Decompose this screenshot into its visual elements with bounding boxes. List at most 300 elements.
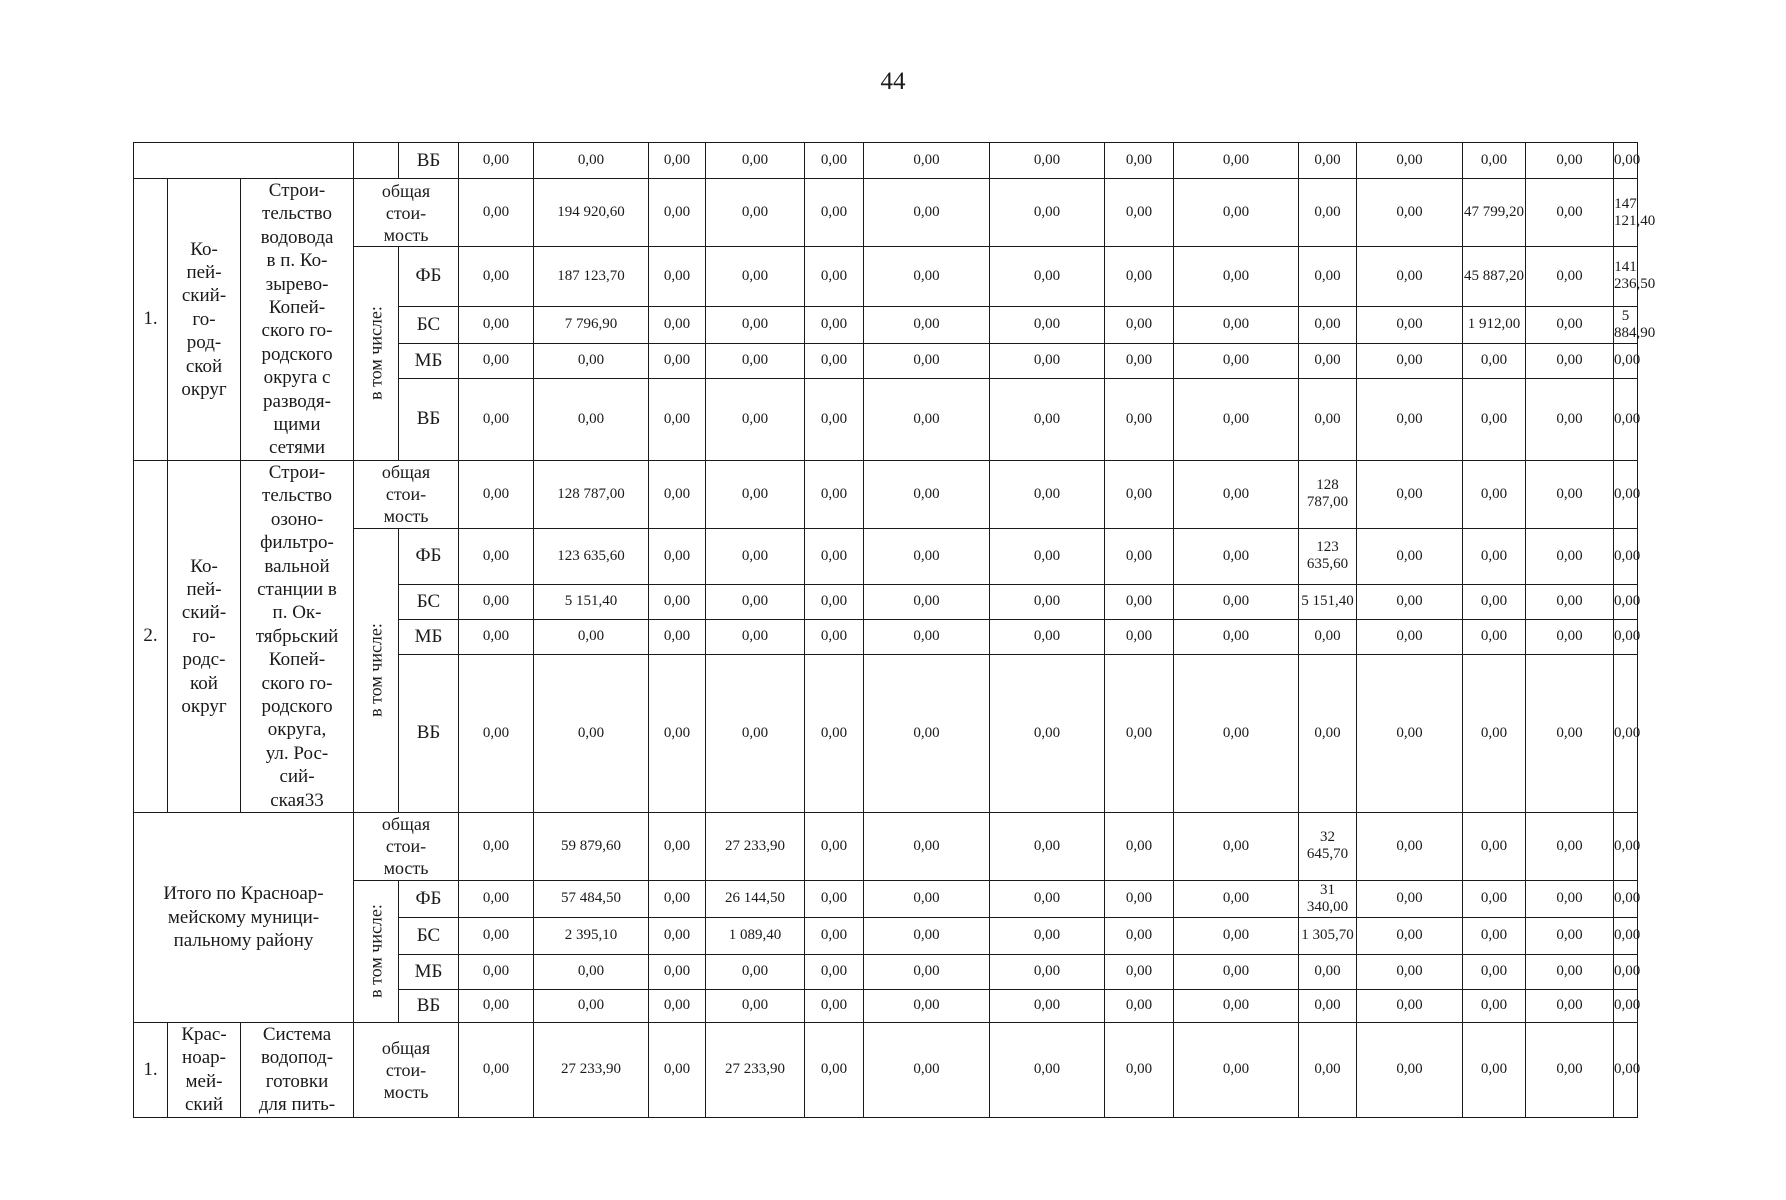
value-cell: 0,00: [1174, 654, 1299, 812]
value-cell: 0,00: [1526, 247, 1614, 307]
value-cell: 0,00: [649, 247, 706, 307]
value-cell: 0,00: [864, 306, 990, 343]
value-cell: 0,00: [990, 528, 1105, 584]
total-cost-label: [354, 1022, 459, 1117]
value-cell: 31 340,00: [1299, 880, 1357, 917]
value-cell: 0,00: [1463, 460, 1526, 528]
table-row: [134, 528, 1638, 584]
value-cell: 0,00: [534, 989, 649, 1022]
value-cell: 0,00: [805, 1022, 864, 1117]
value-cell: 0,00: [990, 143, 1105, 179]
value-cell: 0,00: [805, 619, 864, 654]
object-name-line: Копей-: [268, 649, 326, 671]
value-cell: 0,00: [1174, 378, 1299, 460]
value-cell: 0,00: [805, 917, 864, 954]
row-index: 2.: [134, 460, 168, 812]
municipality-name-line: род-: [186, 332, 222, 354]
object-name-line: водовода: [260, 226, 334, 248]
value-cell: 0,00: [864, 917, 990, 954]
value-cell: 0,00: [459, 143, 534, 179]
value-cell: 0,00: [1614, 880, 1638, 917]
value-cell: 147 121,40: [1614, 179, 1638, 247]
value-cell: 27 233,90: [706, 812, 805, 880]
municipality-name-line: пей-: [186, 261, 222, 283]
value-cell: 0,00: [805, 528, 864, 584]
value-cell: 0,00: [706, 343, 805, 378]
total-cost-label-line: стои-: [385, 836, 427, 857]
value-cell: 0,00: [1526, 989, 1614, 1022]
value-cell: 0,00: [1526, 143, 1614, 179]
municipality-name-line: родс-: [182, 649, 226, 671]
value-cell: 0,00: [1105, 812, 1174, 880]
value-cell: 0,00: [1614, 343, 1638, 378]
total-cost-label-line: мость: [383, 1081, 429, 1102]
value-cell: 0,00: [1299, 143, 1357, 179]
value-cell: 0,00: [534, 343, 649, 378]
value-cell: 0,00: [1357, 812, 1463, 880]
including-label: [354, 528, 399, 812]
object-name-line: ского го-: [261, 672, 333, 694]
total-cost-label-line: стои-: [385, 202, 427, 223]
value-cell: 0,00: [1105, 179, 1174, 247]
value-cell: 0,00: [459, 378, 534, 460]
value-cell: 0,00: [1614, 378, 1638, 460]
value-cell: 0,00: [990, 989, 1105, 1022]
value-cell: 0,00: [649, 306, 706, 343]
value-cell: 0,00: [990, 880, 1105, 917]
value-cell: 194 920,60: [534, 179, 649, 247]
value-cell: 0,00: [649, 880, 706, 917]
value-cell: 0,00: [1614, 143, 1638, 179]
municipality-name: [168, 179, 241, 461]
value-cell: 0,00: [649, 1022, 706, 1117]
value-cell: 0,00: [1299, 1022, 1357, 1117]
value-cell: 0,00: [805, 143, 864, 179]
value-cell: 0,00: [990, 619, 1105, 654]
municipality-name: [168, 1022, 241, 1117]
value-cell: 0,00: [864, 654, 990, 812]
value-cell: 0,00: [1526, 378, 1614, 460]
value-cell: 0,00: [864, 247, 990, 307]
value-cell: 0,00: [649, 917, 706, 954]
value-cell: 0,00: [706, 584, 805, 619]
value-cell: 1 912,00: [1463, 306, 1526, 343]
value-cell: 0,00: [1526, 306, 1614, 343]
municipality-name-line: ский-: [181, 602, 227, 624]
value-cell: 0,00: [1357, 378, 1463, 460]
total-cost-label-line: мость: [383, 506, 429, 527]
table-body: [134, 143, 1656, 1118]
total-cost-label-line: общая: [381, 180, 431, 201]
empty-cell: [354, 143, 399, 179]
value-cell: 0,00: [864, 460, 990, 528]
value-cell: 0,00: [864, 378, 990, 460]
including-label-text: в том числе:: [365, 904, 386, 999]
value-cell: 0,00: [706, 954, 805, 989]
value-cell: 0,00: [1614, 584, 1638, 619]
value-cell: 0,00: [1463, 619, 1526, 654]
object-name-line: сий-: [279, 766, 315, 788]
object-name: [241, 460, 354, 812]
table-row: [134, 247, 1638, 307]
municipality-name-line: го-: [192, 308, 216, 330]
value-cell: 0,00: [1463, 1022, 1526, 1117]
value-cell: 0,00: [990, 460, 1105, 528]
value-cell: 0,00: [1105, 306, 1174, 343]
summary-label: [134, 812, 354, 1022]
value-cell: 0,00: [1526, 584, 1614, 619]
value-cell: 0,00: [534, 143, 649, 179]
value-cell: 7 796,90: [534, 306, 649, 343]
value-cell: 0,00: [1174, 460, 1299, 528]
value-cell: 0,00: [1174, 179, 1299, 247]
object-name-line: родского: [261, 343, 333, 365]
municipality-name: [168, 460, 241, 812]
value-cell: 0,00: [1174, 528, 1299, 584]
value-cell: 0,00: [805, 460, 864, 528]
value-cell: 0,00: [459, 954, 534, 989]
value-cell: 0,00: [1299, 654, 1357, 812]
total-cost-label-line: общая: [381, 462, 431, 483]
including-label-text: в том числе:: [365, 623, 386, 718]
value-cell: 0,00: [649, 528, 706, 584]
value-cell: 0,00: [706, 989, 805, 1022]
value-cell: 123 635,60: [1299, 528, 1357, 584]
value-cell: 0,00: [1463, 143, 1526, 179]
object-name-line: округа,: [267, 719, 327, 741]
summary-row: [134, 812, 1638, 880]
value-cell: 0,00: [990, 812, 1105, 880]
value-cell: 27 233,90: [534, 1022, 649, 1117]
value-cell: 0,00: [1357, 343, 1463, 378]
value-cell: 0,00: [1105, 1022, 1174, 1117]
value-cell: 45 887,20: [1463, 247, 1526, 307]
value-cell: 0,00: [990, 306, 1105, 343]
value-cell: 0,00: [649, 954, 706, 989]
budget-code: МБ: [399, 954, 459, 989]
value-cell: 0,00: [805, 378, 864, 460]
including-label: [354, 880, 399, 1022]
value-cell: 0,00: [990, 247, 1105, 307]
value-cell: 0,00: [459, 619, 534, 654]
value-cell: 0,00: [649, 989, 706, 1022]
value-cell: 0,00: [805, 247, 864, 307]
value-cell: 0,00: [1526, 179, 1614, 247]
value-cell: 0,00: [706, 460, 805, 528]
including-label: [354, 247, 399, 461]
value-cell: 0,00: [1463, 584, 1526, 619]
total-cost-label-line: стои-: [385, 484, 427, 505]
value-cell: 0,00: [1463, 954, 1526, 989]
value-cell: 0,00: [1357, 584, 1463, 619]
value-cell: 0,00: [1463, 880, 1526, 917]
municipality-name-line: ноар-: [182, 1047, 226, 1069]
total-cost-label: [354, 179, 459, 247]
value-cell: 0,00: [1526, 880, 1614, 917]
value-cell: 0,00: [1105, 989, 1174, 1022]
budget-code: БС: [399, 584, 459, 619]
value-cell: 0,00: [1299, 954, 1357, 989]
value-cell: 0,00: [706, 528, 805, 584]
value-cell: 0,00: [1357, 654, 1463, 812]
value-cell: 0,00: [1614, 917, 1638, 954]
value-cell: 0,00: [1105, 880, 1174, 917]
object-name-line: ул. Рос-: [265, 742, 329, 764]
object-name-line: фильтро-: [260, 532, 334, 554]
value-cell: 0,00: [1357, 179, 1463, 247]
value-cell: 0,00: [1105, 619, 1174, 654]
value-cell: 0,00: [459, 989, 534, 1022]
municipality-name-line: мей-: [185, 1070, 223, 1092]
value-cell: 0,00: [1526, 619, 1614, 654]
object-name-line: для пить-: [258, 1094, 336, 1116]
budget-code: БС: [399, 306, 459, 343]
value-cell: 128 787,00: [1299, 460, 1357, 528]
value-cell: 0,00: [805, 179, 864, 247]
object-name-line: ская33: [270, 789, 324, 811]
value-cell: 0,00: [1463, 378, 1526, 460]
budget-code: ФБ: [399, 880, 459, 917]
value-cell: 26 144,50: [706, 880, 805, 917]
value-cell: 0,00: [1299, 179, 1357, 247]
value-cell: 0,00: [1526, 460, 1614, 528]
total-cost-label-line: мость: [383, 224, 429, 245]
municipality-name-line: кой: [190, 672, 218, 694]
summary-label-line: мейскому муници-: [167, 906, 320, 928]
table-row: [134, 143, 1638, 179]
object-name-line: озоно-: [270, 508, 324, 530]
value-cell: 0,00: [649, 179, 706, 247]
object-name-line: родского: [261, 695, 333, 717]
municipality-name-line: ский-: [181, 285, 227, 307]
object-name-line: тельство: [262, 203, 332, 225]
value-cell: 0,00: [990, 1022, 1105, 1117]
value-cell: 0,00: [649, 584, 706, 619]
value-cell: 0,00: [864, 528, 990, 584]
value-cell: 0,00: [459, 584, 534, 619]
budget-code: БС: [399, 917, 459, 954]
municipality-name-line: Ко-: [190, 555, 218, 577]
value-cell: 0,00: [1105, 917, 1174, 954]
value-cell: 5 151,40: [1299, 584, 1357, 619]
page-number: 44: [880, 68, 906, 95]
value-cell: 5 151,40: [534, 584, 649, 619]
value-cell: 0,00: [1463, 654, 1526, 812]
object-name-line: Копей-: [268, 297, 326, 319]
value-cell: 0,00: [459, 247, 534, 307]
municipality-name-line: Ко-: [190, 238, 218, 260]
value-cell: 0,00: [706, 378, 805, 460]
total-cost-label-line: общая: [381, 814, 431, 835]
row-index: 1.: [134, 179, 168, 461]
value-cell: 0,00: [990, 917, 1105, 954]
value-cell: 0,00: [1357, 306, 1463, 343]
municipality-name-line: ский: [185, 1094, 223, 1116]
object-name: [241, 179, 354, 461]
value-cell: 0,00: [1614, 954, 1638, 989]
value-cell: 0,00: [459, 306, 534, 343]
value-cell: 0,00: [805, 306, 864, 343]
value-cell: 0,00: [864, 619, 990, 654]
value-cell: 0,00: [1463, 917, 1526, 954]
municipality-name-line: го-: [192, 625, 216, 647]
value-cell: 0,00: [1299, 378, 1357, 460]
value-cell: 0,00: [864, 584, 990, 619]
municipality-name-line: Крас-: [181, 1023, 227, 1045]
value-cell: 0,00: [1526, 654, 1614, 812]
table-row: [134, 460, 1638, 528]
object-name-line: разводя-: [263, 390, 331, 412]
value-cell: 0,00: [1105, 378, 1174, 460]
including-label-text: в том числе:: [365, 306, 386, 401]
value-cell: 0,00: [1463, 343, 1526, 378]
object-name-line: округа с: [263, 367, 331, 389]
object-name-line: Строи-: [268, 180, 326, 201]
value-cell: 0,00: [805, 989, 864, 1022]
object-name-line: Строи-: [268, 461, 326, 483]
object-name-line: ского го-: [261, 320, 333, 342]
value-cell: 0,00: [990, 179, 1105, 247]
object-name-line: тельство: [262, 485, 332, 507]
value-cell: 0,00: [1526, 954, 1614, 989]
value-cell: 0,00: [864, 954, 990, 989]
value-cell: 0,00: [990, 954, 1105, 989]
object-name-line: зырево-: [265, 273, 329, 295]
value-cell: 0,00: [1526, 917, 1614, 954]
value-cell: 0,00: [706, 654, 805, 812]
value-cell: 0,00: [864, 880, 990, 917]
object-name-line: водопод-: [260, 1047, 334, 1069]
value-cell: 0,00: [1174, 880, 1299, 917]
value-cell: 0,00: [1357, 989, 1463, 1022]
value-cell: 0,00: [1174, 989, 1299, 1022]
value-cell: 0,00: [1614, 460, 1638, 528]
value-cell: 0,00: [1614, 619, 1638, 654]
value-cell: 0,00: [1105, 584, 1174, 619]
value-cell: 0,00: [459, 917, 534, 954]
value-cell: 0,00: [1526, 528, 1614, 584]
empty-cell: [134, 143, 354, 179]
value-cell: 0,00: [459, 528, 534, 584]
value-cell: 2 395,10: [534, 917, 649, 954]
value-cell: 27 233,90: [706, 1022, 805, 1117]
value-cell: 0,00: [1526, 1022, 1614, 1117]
value-cell: 123 635,60: [534, 528, 649, 584]
value-cell: 0,00: [459, 460, 534, 528]
value-cell: 0,00: [649, 343, 706, 378]
value-cell: 0,00: [459, 343, 534, 378]
total-cost-label: [354, 460, 459, 528]
value-cell: 0,00: [1299, 306, 1357, 343]
value-cell: 0,00: [1299, 989, 1357, 1022]
value-cell: 0,00: [1174, 619, 1299, 654]
municipality-name-line: пей-: [186, 578, 222, 600]
value-cell: 0,00: [1174, 812, 1299, 880]
value-cell: 0,00: [1299, 343, 1357, 378]
value-cell: 0,00: [1357, 528, 1463, 584]
value-cell: 0,00: [1174, 143, 1299, 179]
summary-row: [134, 880, 1638, 917]
value-cell: 0,00: [864, 1022, 990, 1117]
object-name: [241, 1022, 354, 1117]
value-cell: 0,00: [805, 584, 864, 619]
value-cell: 0,00: [1105, 654, 1174, 812]
value-cell: 0,00: [805, 343, 864, 378]
value-cell: 0,00: [805, 812, 864, 880]
total-cost-label: [354, 812, 459, 880]
value-cell: 59 879,60: [534, 812, 649, 880]
value-cell: 0,00: [1614, 654, 1638, 812]
value-cell: 0,00: [1105, 460, 1174, 528]
budget-code: ВБ: [399, 378, 459, 460]
object-name-line: п. Ок-: [272, 602, 322, 624]
object-name-line: тябрьский: [255, 625, 339, 647]
value-cell: 0,00: [1614, 812, 1638, 880]
value-cell: 0,00: [1614, 1022, 1638, 1117]
value-cell: 0,00: [459, 654, 534, 812]
value-cell: 0,00: [1357, 460, 1463, 528]
value-cell: 0,00: [649, 460, 706, 528]
value-cell: 0,00: [1105, 954, 1174, 989]
value-cell: 0,00: [1463, 528, 1526, 584]
value-cell: 141 236,50: [1614, 247, 1638, 307]
value-cell: 0,00: [864, 989, 990, 1022]
value-cell: 0,00: [1614, 989, 1638, 1022]
value-cell: 0,00: [1174, 247, 1299, 307]
value-cell: 0,00: [706, 247, 805, 307]
value-cell: 0,00: [534, 954, 649, 989]
value-cell: 0,00: [990, 378, 1105, 460]
municipality-name-line: ской: [185, 355, 223, 377]
value-cell: 5 884,90: [1614, 306, 1638, 343]
value-cell: 1 305,70: [1299, 917, 1357, 954]
value-cell: 0,00: [534, 619, 649, 654]
budget-code: ФБ: [399, 528, 459, 584]
object-name-line: вальной: [264, 555, 330, 577]
row-index: 1.: [134, 1022, 168, 1117]
value-cell: 0,00: [1174, 1022, 1299, 1117]
budget-code: МБ: [399, 619, 459, 654]
value-cell: 0,00: [1174, 584, 1299, 619]
value-cell: 0,00: [534, 654, 649, 812]
summary-label-line: пальному району: [173, 930, 314, 952]
object-name-line: Система: [262, 1023, 332, 1045]
value-cell: 0,00: [1174, 306, 1299, 343]
value-cell: 0,00: [649, 619, 706, 654]
value-cell: 0,00: [706, 179, 805, 247]
value-cell: 0,00: [1174, 954, 1299, 989]
object-name-line: готовки: [265, 1070, 329, 1092]
value-cell: 0,00: [805, 954, 864, 989]
value-cell: 0,00: [1299, 619, 1357, 654]
object-name-line: в п. Ко-: [266, 250, 328, 272]
total-cost-label-line: мость: [383, 858, 429, 879]
budget-code: ВБ: [399, 989, 459, 1022]
value-cell: 128 787,00: [534, 460, 649, 528]
value-cell: 0,00: [805, 880, 864, 917]
value-cell: 0,00: [649, 654, 706, 812]
value-cell: 0,00: [990, 343, 1105, 378]
value-cell: 0,00: [459, 812, 534, 880]
value-cell: 0,00: [459, 1022, 534, 1117]
value-cell: 0,00: [864, 143, 990, 179]
table-row: [134, 1022, 1638, 1117]
budget-code: ФБ: [399, 247, 459, 307]
value-cell: 0,00: [864, 812, 990, 880]
value-cell: 0,00: [1526, 343, 1614, 378]
object-name-line: сетями: [268, 437, 326, 459]
value-cell: 0,00: [864, 343, 990, 378]
